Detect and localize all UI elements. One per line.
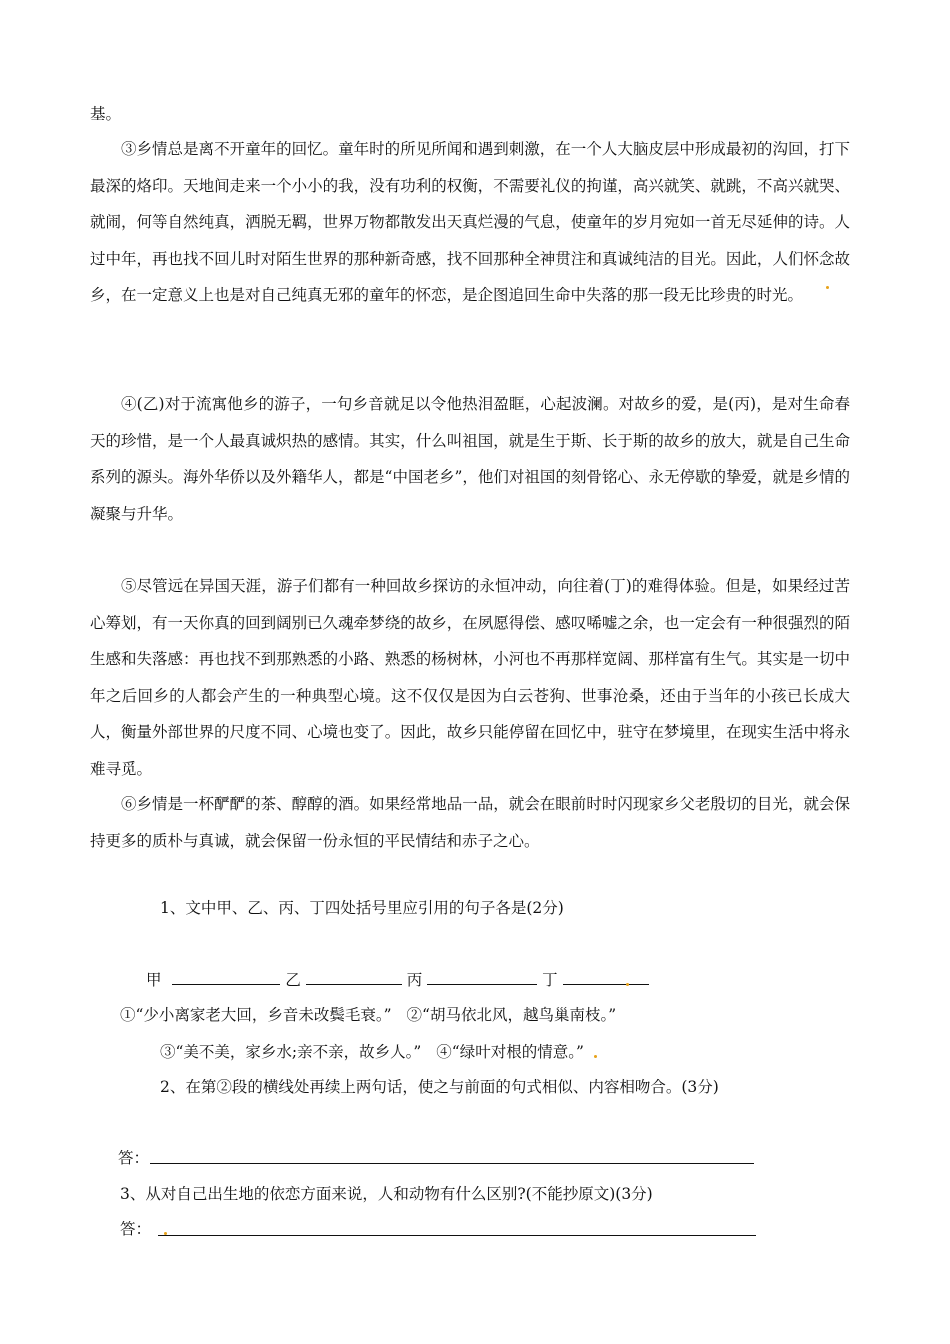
paragraph-6: ⑥乡情是一杯酽酽的茶、醇醇的酒。如果经常地品一品，就会在眼前时时闪现家乡父老殷切的目光，就会保持更多的质朴与真诚，就会保留一份永恒的平民情结和赤子之心。 bbox=[90, 795, 850, 850]
blank-yi[interactable] bbox=[306, 968, 402, 985]
blank-label-ding: 丁 bbox=[542, 971, 558, 989]
question-1-options-row-1 bbox=[120, 1003, 616, 1027]
highlight-mark bbox=[826, 286, 829, 289]
question-2: 2、在第②段的横线处再续上两句话，使之与前面的句式相似、内容相吻合。(3分) bbox=[160, 1078, 719, 1096]
blank-jia[interactable] bbox=[172, 968, 280, 985]
question-3: 3、从对自己出生地的依恋方面来说，人和动物有什么区别?(不能抄原文)(3分) bbox=[120, 1185, 653, 1203]
question-2-answer-label: 答： bbox=[118, 1149, 150, 1167]
blank-label-yi: 乙 bbox=[285, 971, 301, 989]
option-1: ①“少小离家老大回，乡音未改鬓毛衰。” bbox=[120, 1006, 392, 1024]
question-3-answer-line[interactable] bbox=[158, 1234, 756, 1236]
option-3: ③“美不美，家乡水;亲不亲，故乡人。” bbox=[160, 1043, 422, 1061]
highlight-mark bbox=[164, 1232, 167, 1235]
option-4: ④“绿叶对根的情意。” bbox=[436, 1043, 584, 1061]
paragraph-3: ③乡情总是离不开童年的回忆。童年时的所见所闻和遇到刺激，在一个人大脑皮层中形成最初的沟回，打下最深的烙印。天地间走来一个小小的我，没有功利的权衡，不需要礼仪的拘谨，高兴就笑、就跳，不高兴就哭、就闹，何等自然纯真，洒脱无羁，世界万物都散发出天真烂漫的气息，使童年的岁月宛如一首无尽延伸的诗。人过中年，再也找不回儿时对陌生世界的那种新奇感，找不回那种全神贯注和真诚纯洁的目光。因此，人们怀念故乡，在一定意义上也是对自己纯真无邪的童年的怀恋，是企图追回生命中失落的那一段无比珍贵的时光。 bbox=[90, 140, 850, 304]
blank-label-bing: 丙 bbox=[406, 971, 423, 989]
question-3-answer-label: 答： bbox=[120, 1220, 152, 1238]
blank-bing[interactable] bbox=[427, 968, 537, 985]
highlight-mark bbox=[594, 1055, 597, 1058]
blank-ding[interactable] bbox=[563, 968, 649, 985]
highlight-mark bbox=[626, 983, 629, 986]
question-1: 1、文中甲、乙、丙、丁四处括号里应引用的句子各是(2分) bbox=[160, 899, 564, 917]
paragraph-4: ④(乙)对于流寓他乡的游子，一句乡音就足以令他热泪盈眶，心起波澜。对故乡的爱，是(丙)，是对生命春天的珍惜，是一个人最真诚炽热的感情。其实，什么叫祖国，就是生于斯、长于斯的故乡的放大，就是自己生命系列的源头。海外华侨以及外籍华人，都是“中国老乡”，他们对祖国的刻骨铭心、永无停歇的挚爱，就是乡情的凝聚与升华。 bbox=[90, 395, 850, 523]
question-1-blanks bbox=[146, 968, 649, 992]
question-1-options-row-2 bbox=[160, 1040, 584, 1064]
paragraph-5: ⑤尽管远在异国天涯，游子们都有一种回故乡探访的永恒冲动，向往着(丁)的难得体验。但是，如果经过苦心筹划，有一天你真的回到阔别已久魂牵梦绕的故乡，在夙愿得偿、感叹唏嘘之余，也一定会有一种很强烈的陌生感和失落感：再也找不到那熟悉的小路、熟悉的杨树林，小河也不再那样宽阔、那样富有生气。其实是一切中年之后回乡的人都会产生的一种典型心境。这不仅仅是因为白云苍狗、世事沧桑，还由于当年的小孩已长成大人，衡量外部世界的尺度不同、心境也变了。因此，故乡只能停留在回忆中，驻守在梦境里，在现实生活中将永难寻觅。 bbox=[90, 577, 850, 778]
option-2: ②“胡马依北风，越鸟巢南枝。” bbox=[406, 1006, 617, 1024]
blank-label-jia: 甲 bbox=[146, 971, 162, 989]
paragraph-continuation: 基。 bbox=[90, 105, 122, 123]
question-2-answer-line[interactable] bbox=[150, 1162, 754, 1164]
